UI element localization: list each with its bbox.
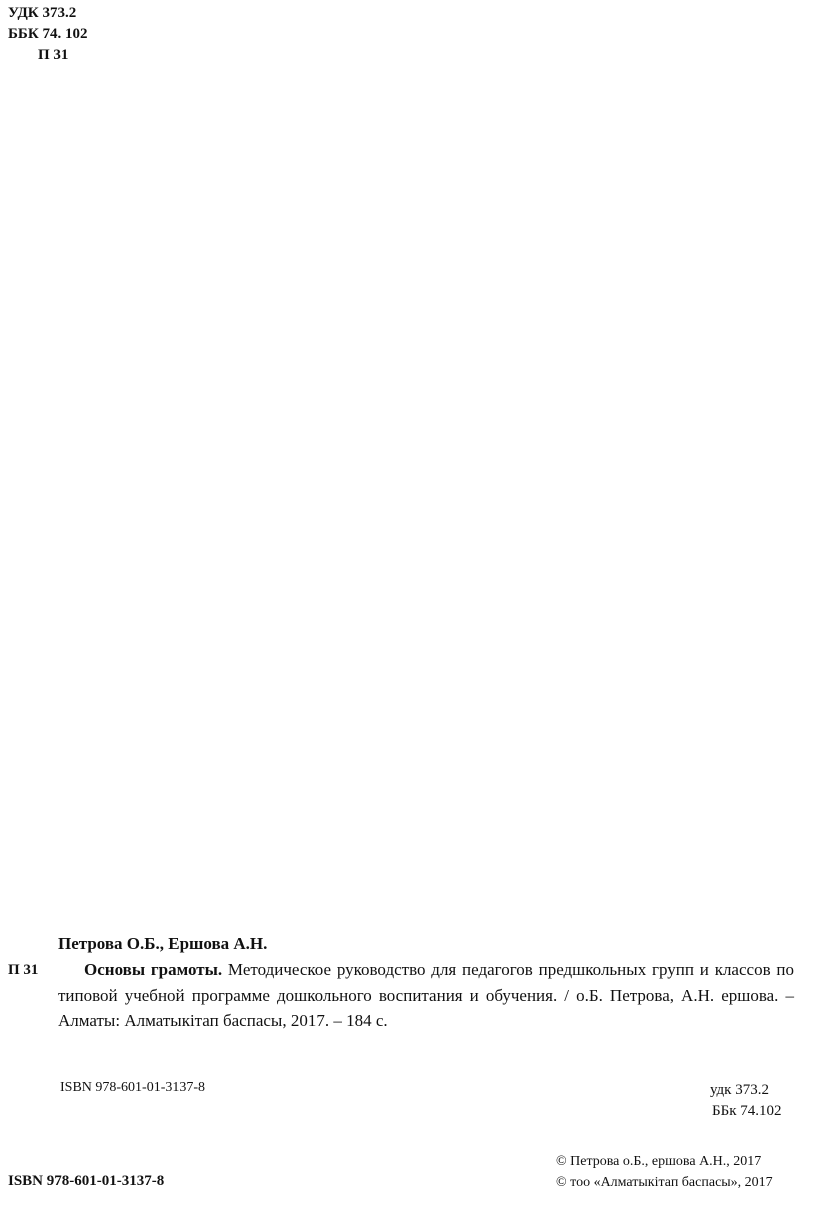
isbn-line: ISBN 978-601-01-3137-8 — [60, 1080, 206, 1095]
authors-line: Петрова О.Б., Ершова А.Н. — [58, 934, 268, 953]
book-description: Методическое руководство для педагогов предшкольных групп и классов по типовой учебной программе дошкольного воспитания и обучения. / о.Б. Петрова, А.Н. ершова. – Алматы: Алматыкітап баспасы, 2017. – 184 с. — [58, 960, 795, 1030]
copyright-authors: © Петрова о.Б., ершова А.Н., 2017 — [556, 1154, 762, 1169]
isbn-footer: ISBN 978-601-01-3137-8 — [8, 1173, 165, 1189]
udk-code: УДК 373.2 — [8, 5, 77, 21]
udk-code-right: удк 373.2 — [710, 1082, 769, 1098]
bibliographic-description — [58, 957, 794, 1034]
author-sign: П 31 — [38, 47, 69, 63]
author-sign-side: П 31 — [8, 962, 39, 978]
bbk-code-right: ББк 74.102 — [712, 1103, 782, 1119]
bbk-code: ББК 74. 102 — [8, 26, 88, 42]
book-title: Основы грамоты. — [84, 960, 223, 979]
copyright-publisher: © тоо «Алматыкітап баспасы», 2017 — [556, 1175, 773, 1190]
